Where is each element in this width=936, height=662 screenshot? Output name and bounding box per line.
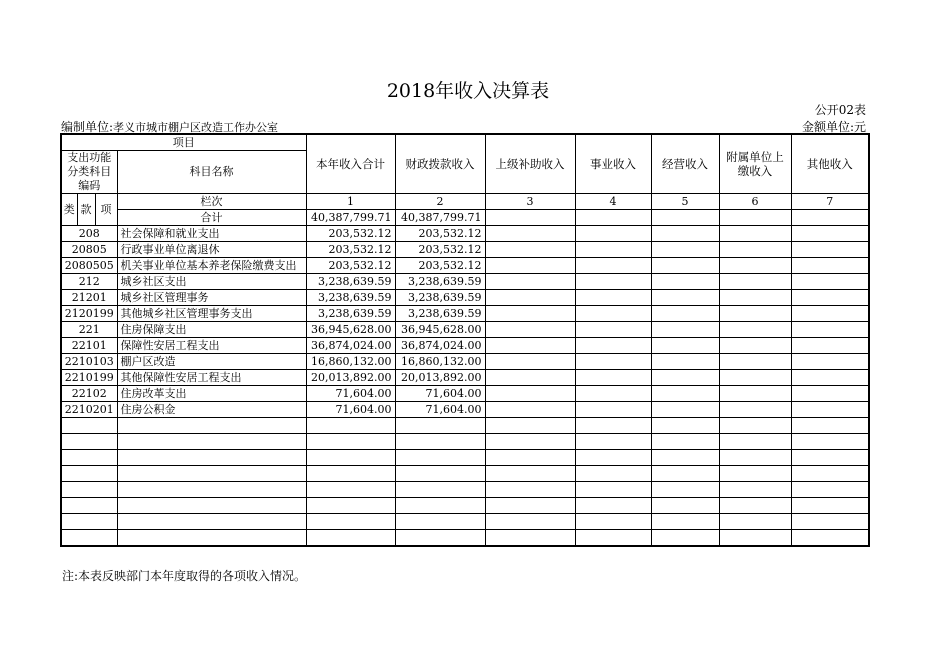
row-code: 22101	[61, 338, 117, 354]
row-code: 2210201	[61, 402, 117, 418]
table-row	[61, 226, 869, 242]
col-num: 7	[791, 194, 869, 210]
compiling-unit-label: 编制单位:	[61, 120, 114, 134]
empty-row	[61, 482, 869, 498]
row-total: 203,532.12	[306, 258, 395, 274]
total-row	[61, 210, 869, 226]
header-business: 事业收入	[575, 134, 651, 194]
table-row	[61, 322, 869, 338]
row-subject-name: 其他城乡社区管理事务支出	[117, 306, 306, 322]
row-code: 208	[61, 226, 117, 242]
row-subject-name: 社会保障和就业支出	[117, 226, 306, 242]
col-num: 2	[395, 194, 485, 210]
col-num: 5	[651, 194, 719, 210]
header-kuan: 款	[77, 194, 95, 226]
row-code: 22102	[61, 386, 117, 402]
table-row	[61, 386, 869, 402]
row-total: 20,013,892.00	[306, 370, 395, 386]
row-total: 3,238,639.59	[306, 306, 395, 322]
row-total: 203,532.12	[306, 242, 395, 258]
row-finance: 3,238,639.59	[395, 274, 485, 290]
table-row	[61, 370, 869, 386]
empty-row	[61, 498, 869, 514]
row-subject-name: 棚户区改造	[117, 354, 306, 370]
row-subject-name: 城乡社区支出	[117, 274, 306, 290]
compiling-unit-name: 孝义市城市棚户区改造工作办公室	[113, 121, 279, 134]
empty-row	[61, 466, 869, 482]
empty-row	[61, 450, 869, 466]
empty-row	[61, 530, 869, 547]
header-func-code: 支出功能分类科目编码	[61, 151, 117, 194]
header-other: 其他收入	[791, 134, 869, 194]
row-total: 3,238,639.59	[306, 274, 395, 290]
row-code: 20805	[61, 242, 117, 258]
row-code: 2210199	[61, 370, 117, 386]
row-finance: 20,013,892.00	[395, 370, 485, 386]
row-total: 36,874,024.00	[306, 338, 395, 354]
row-finance: 203,532.12	[395, 258, 485, 274]
row-total: 36,945,628.00	[306, 322, 395, 338]
table-row	[61, 306, 869, 322]
row-subject-name: 其他保障性安居工程支出	[117, 370, 306, 386]
row-total: 203,532.12	[306, 226, 395, 242]
row-code: 2080505	[61, 258, 117, 274]
col-num: 3	[485, 194, 575, 210]
row-subject-name: 保障性安居工程支出	[117, 338, 306, 354]
header-item: 项目	[61, 134, 306, 151]
header-finance: 财政拨款收入	[395, 134, 485, 194]
table-row	[61, 354, 869, 370]
col-num: 1	[306, 194, 395, 210]
header-total: 本年收入合计	[306, 134, 395, 194]
row-subject-name: 城乡社区管理事务	[117, 290, 306, 306]
col-num: 6	[719, 194, 791, 210]
header-operating: 经营收入	[651, 134, 719, 194]
income-table	[60, 133, 870, 547]
row-finance: 71,604.00	[395, 402, 485, 418]
row-total: 16,860,132.00	[306, 354, 395, 370]
header-lei: 类	[61, 194, 77, 226]
row-finance: 71,604.00	[395, 386, 485, 402]
header-lanci: 栏次	[117, 194, 306, 210]
form-number: 公开02表	[814, 103, 866, 117]
row-code: 212	[61, 274, 117, 290]
row-total: 3,238,639.59	[306, 290, 395, 306]
row-code: 221	[61, 322, 117, 338]
empty-row	[61, 434, 869, 450]
row-finance: 203,532.12	[395, 226, 485, 242]
header-affiliated: 附属单位上缴收入	[719, 134, 791, 194]
row-total: 71,604.00	[306, 402, 395, 418]
header-subject-name: 科目名称	[117, 151, 306, 194]
row-code: 21201	[61, 290, 117, 306]
table-note: 注:本表反映部门本年度取得的各项收入情况。	[62, 569, 307, 583]
row-subject-name: 机关事业单位基本养老保险缴费支出	[117, 258, 306, 274]
row-code: 2210103	[61, 354, 117, 370]
total-amount: 40,387,799.71	[306, 210, 395, 226]
row-subject-name: 住房公积金	[117, 402, 306, 418]
row-subject-name: 行政事业单位离退休	[117, 242, 306, 258]
lanci-row	[61, 194, 869, 210]
empty-row	[61, 418, 869, 434]
row-finance: 36,945,628.00	[395, 322, 485, 338]
table-row	[61, 242, 869, 258]
empty-row	[61, 514, 869, 530]
row-code: 2120199	[61, 306, 117, 322]
row-finance: 3,238,639.59	[395, 290, 485, 306]
header-xiang: 项	[95, 194, 117, 226]
row-finance: 36,874,024.00	[395, 338, 485, 354]
row-finance: 203,532.12	[395, 242, 485, 258]
table-row	[61, 290, 869, 306]
header-row	[61, 134, 869, 151]
header-upper-subsidy: 上级补助收入	[485, 134, 575, 194]
row-subject-name: 住房改革支出	[117, 386, 306, 402]
table-row	[61, 338, 869, 354]
table-row	[61, 402, 869, 418]
row-total: 71,604.00	[306, 386, 395, 402]
table-row	[61, 258, 869, 274]
amount-unit: 金额单位:元	[801, 120, 866, 134]
report-title: 2018年收入决算表	[386, 80, 550, 102]
total-finance: 40,387,799.71	[395, 210, 485, 226]
total-label: 合计	[117, 210, 306, 226]
table-row	[61, 274, 869, 290]
row-finance: 3,238,639.59	[395, 306, 485, 322]
col-num: 4	[575, 194, 651, 210]
row-subject-name: 住房保障支出	[117, 322, 306, 338]
row-finance: 16,860,132.00	[395, 354, 485, 370]
